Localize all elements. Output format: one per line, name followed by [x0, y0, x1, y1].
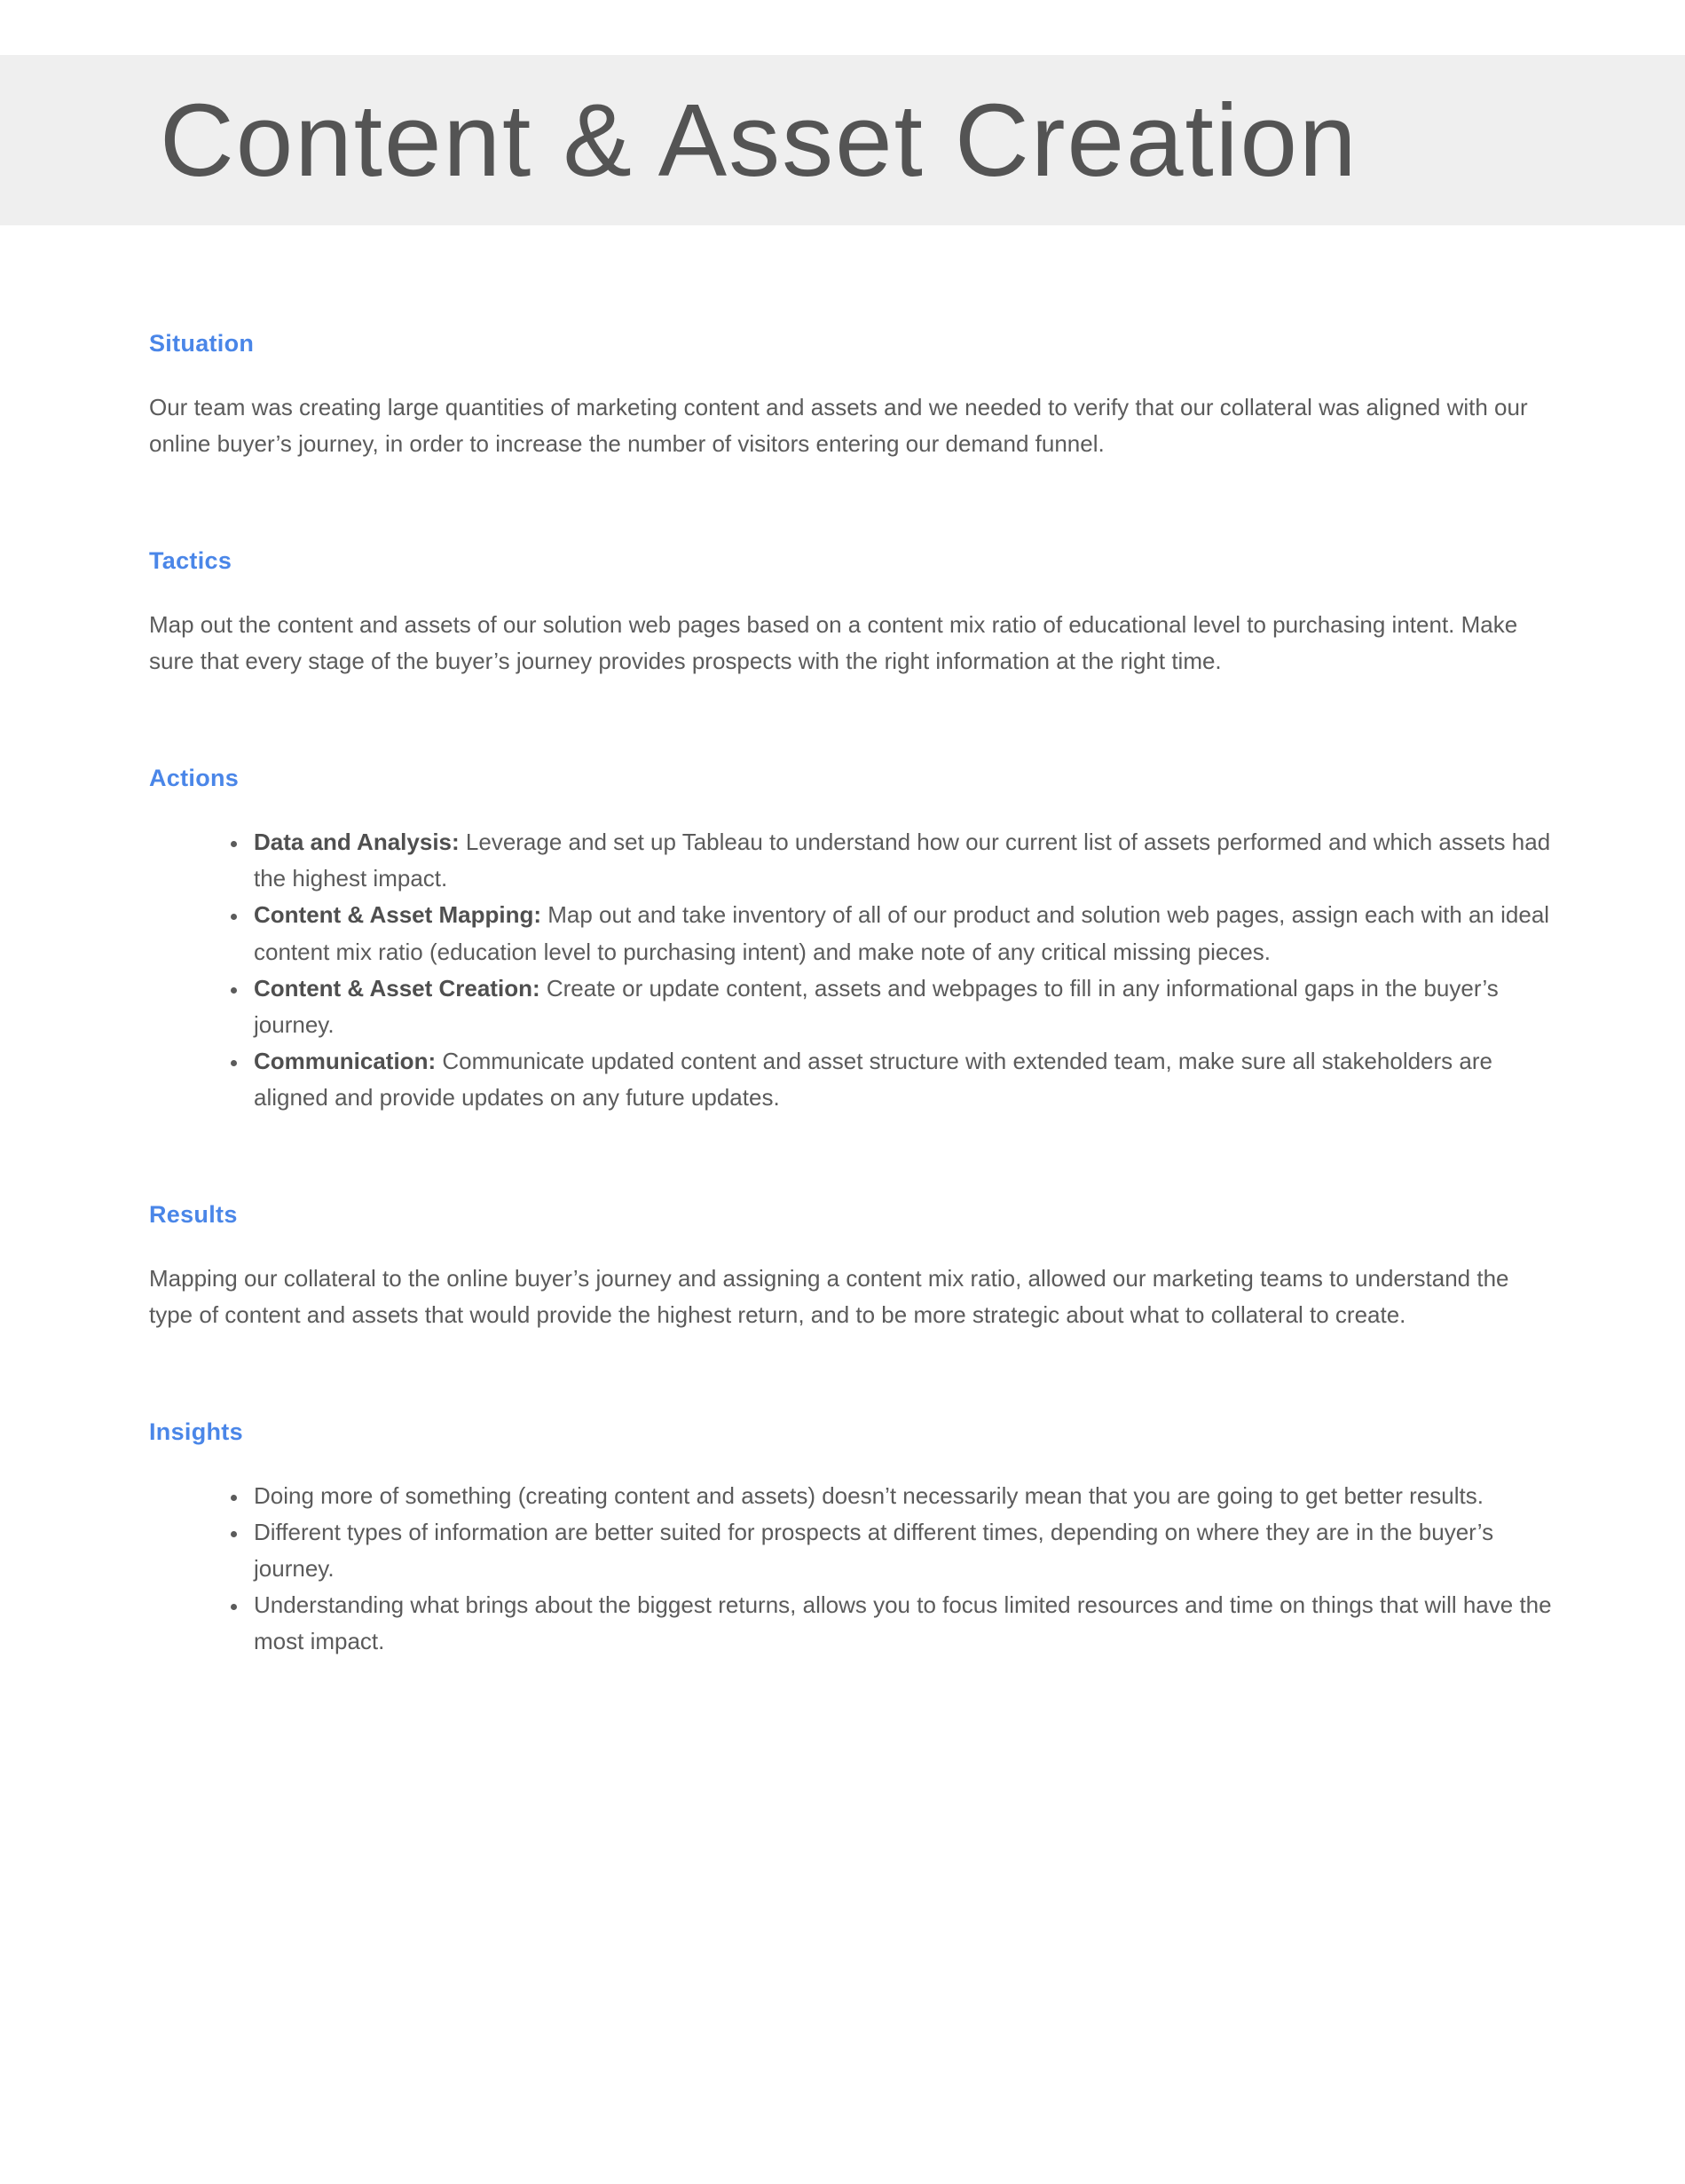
bullet-lead: Content & Asset Creation:	[254, 974, 540, 1002]
bullet-text: Communicate updated content and asset structure with extended team, make sure all stakeholders are aligned and provide updates on any future updates.	[254, 1047, 1492, 1111]
section-results	[149, 1201, 1555, 1333]
list-item	[248, 1587, 1555, 1660]
list-item	[248, 970, 1555, 1043]
list-item	[248, 1043, 1555, 1116]
document-title: Content & Asset Creation	[160, 82, 1358, 198]
bullet-lead: Data and Analysis:	[254, 829, 460, 856]
actions-bullet-list	[149, 824, 1555, 1116]
section-insights	[149, 1418, 1555, 1660]
bullet-text: Doing more of something (creating content and assets) doesn’t necessarily mean that you are going to get better results.	[254, 1482, 1484, 1510]
paragraph: Our team was creating large quantities of marketing content and assets and we needed to verify that our collateral was aligned with our online buyer’s journey, in order to increase the number of visitors entering our demand funnel.	[149, 394, 1528, 458]
section-heading-results: Results	[149, 1200, 238, 1228]
list-item	[248, 824, 1555, 897]
section-heading-situation: Situation	[149, 330, 255, 357]
bullet-text: Map out and take inventory of all of our product and solution web pages, assign each with an ideal content mix ratio (education level to purchasing intent) and make note of any critical missing pieces.	[254, 901, 1550, 965]
section-heading-insights: Insights	[149, 1418, 243, 1446]
section-actions	[149, 765, 1555, 1116]
list-item	[248, 1514, 1555, 1587]
section-heading-actions: Actions	[149, 765, 240, 792]
title-banner	[0, 55, 1685, 225]
section-heading-tactics: Tactics	[149, 547, 232, 575]
bullet-text: Different types of information are better suited for prospects at different times, depending on where they are in the buyer’s journey.	[254, 1519, 1494, 1583]
paragraph: Map out the content and assets of our solution web pages based on a content mix ratio of educational level to purchasing intent. Make sure that every stage of the buyer’s journey provides prospects with the right information at the right time.	[149, 611, 1518, 675]
list-item	[248, 897, 1555, 970]
bullet-text: Understanding what brings about the biggest returns, allows you to focus limited resources and time on things that will have the most impact.	[254, 1591, 1552, 1655]
paragraph: Mapping our collateral to the online buyer’s journey and assigning a content mix ratio, allowed our marketing teams to understand the type of content and assets that would provide the highest return, and to be more strategic about what to collateral to create.	[149, 1264, 1509, 1329]
section-tactics	[149, 547, 1555, 680]
bullet-lead: Communication:	[254, 1047, 437, 1074]
document-body	[149, 225, 1555, 1766]
bullet-text: Leverage and set up Tableau to understand how our current list of assets performed and which assets had the highest impact.	[254, 829, 1551, 892]
insights-bullet-list	[149, 1478, 1555, 1660]
section-situation	[149, 330, 1555, 462]
list-item	[248, 1478, 1555, 1514]
bullet-lead: Content & Asset Mapping:	[254, 901, 542, 929]
bullet-text: Create or update content, assets and webpages to fill in any informational gaps in the buyer’s journey.	[254, 974, 1499, 1038]
